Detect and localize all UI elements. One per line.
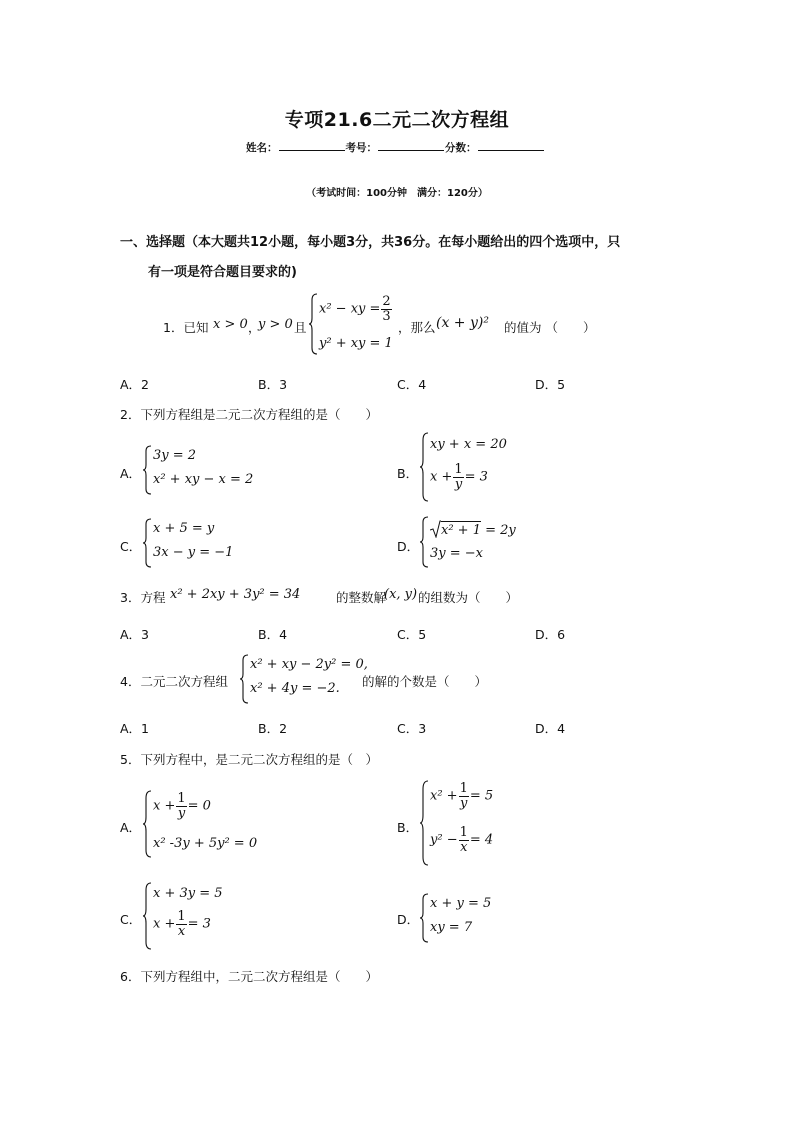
brace-icon <box>420 432 430 502</box>
q2-b-eq2-right: = 3 <box>464 469 488 485</box>
q1-cond2: y > 0 <box>258 317 293 332</box>
brace-icon <box>143 445 153 495</box>
q5-a-eq1-right: = 0 <box>187 798 211 814</box>
q5-c-eq1: x + 3y = 5 <box>153 886 223 901</box>
q2-stem: 2．下列方程组是二元二次方程组的是（ ） <box>120 407 378 422</box>
section-heading-line2: 有一项是符合题目要求的) <box>148 265 297 280</box>
q5-d-eq2: xy = 7 <box>430 920 473 935</box>
q5-a-eq1-fraction <box>176 792 186 820</box>
q5-option-d-label[interactable]: D． <box>397 912 420 927</box>
q5-c-eq2-left: x + <box>153 916 176 932</box>
q3-pair: (x, y) <box>384 587 418 602</box>
name-label: 姓名： <box>246 142 278 154</box>
q4-eq1: x² + xy − 2y² = 0, <box>250 657 368 672</box>
q2-option-d-label[interactable]: D． <box>397 539 420 554</box>
q4-option-c[interactable]: C．3 <box>397 721 427 736</box>
page-title: 专项21.6二元二次方程组 <box>284 109 510 131</box>
q1-eq2: y² + xy = 1 <box>319 336 393 351</box>
q5-option-c-system <box>143 882 243 950</box>
q2-d-eq2: 3y = −x <box>430 546 483 561</box>
score-label: 分数： <box>445 142 477 154</box>
q1-eq1-fraction <box>381 295 391 323</box>
q3-prefix: 3．方程 <box>120 590 166 605</box>
q5-option-a-system <box>143 790 273 858</box>
q4-prefix: 4．二元二次方程组 <box>120 674 228 689</box>
q1-suffix-b: 的值为 （ ） <box>504 320 596 335</box>
brace-icon <box>309 293 319 355</box>
q5-a-eq1-numerator: 1 <box>177 791 186 806</box>
brace-icon <box>143 882 153 950</box>
q1-and: 且 <box>294 320 307 335</box>
q5-d-eq1: x + y = 5 <box>430 896 492 911</box>
q1-option-d[interactable]: D．5 <box>535 377 566 392</box>
q5-c-eq2-denominator: x <box>177 923 186 939</box>
q3-option-c[interactable]: C．5 <box>397 627 427 642</box>
q4-option-a[interactable]: A．1 <box>120 721 150 736</box>
q2-c-eq2: 3x − y = −1 <box>153 545 234 560</box>
q5-a-eq1-left: x + <box>153 798 176 814</box>
q6-stem: 6．下列方程组中，二元二次方程组是（ ） <box>120 969 378 984</box>
q3-option-b[interactable]: B．4 <box>258 627 288 642</box>
q4-suffix: 的解的个数是（ ） <box>362 674 488 689</box>
brace-icon <box>420 780 430 866</box>
q5-c-eq2-fraction <box>176 910 186 938</box>
q5-option-b-system <box>420 780 520 866</box>
q4-option-d[interactable]: D．4 <box>535 721 566 736</box>
q1-eq1-numerator: 2 <box>382 294 391 309</box>
q1-expr: (x + y)² <box>436 315 489 331</box>
q5-option-a-label[interactable]: A． <box>120 820 142 835</box>
q5-b-eq2 <box>430 826 493 854</box>
q2-c-eq1: x + 5 = y <box>153 521 215 536</box>
q2-option-c-system <box>143 518 243 568</box>
q5-b-eq1-denominator: y <box>460 795 468 811</box>
brace-icon <box>143 518 153 568</box>
q1-cond1: x > 0 <box>213 317 248 332</box>
q2-b-eq2-denominator: y <box>454 476 463 492</box>
q5-a-eq1 <box>153 792 211 820</box>
q5-b-eq2-fraction <box>459 826 469 854</box>
brace-icon <box>143 790 153 858</box>
student-info-line <box>246 140 545 155</box>
q2-b-eq2 <box>430 463 488 491</box>
q2-d-eq1-radicand: x² + 1 <box>441 523 481 538</box>
q3-option-a[interactable]: A．3 <box>120 627 150 642</box>
q2-option-b-label[interactable]: B． <box>397 466 419 481</box>
score-blank <box>478 140 544 151</box>
q1-option-b[interactable]: B．3 <box>258 377 288 392</box>
q2-option-c-label[interactable]: C． <box>120 539 142 554</box>
q4-equation-system <box>240 654 368 704</box>
brace-icon <box>240 654 250 704</box>
q4-eq2: x² + 4y = −2. <box>250 681 340 696</box>
section-heading-line1: 一、选择题（本大题共12小题，每小题3分，共36分。在每小题给出的四个选项中，只 <box>120 235 621 250</box>
q2-b-eq1: xy + x = 20 <box>430 437 507 452</box>
q2-option-a-system <box>143 445 263 495</box>
q3-option-d[interactable]: D．6 <box>535 627 566 642</box>
exam-no-blank <box>378 140 444 151</box>
q2-d-eq1-right: = 2y <box>485 523 516 538</box>
q2-b-eq2-left: x + <box>430 469 453 485</box>
q5-b-eq1-right: = 5 <box>469 788 494 804</box>
q1-equation-system <box>309 293 399 355</box>
q5-stem: 5．下列方程中，是二元二次方程组的是（ ） <box>120 752 378 767</box>
q5-c-eq2 <box>153 910 211 938</box>
q1-eq1-left: x² − xy = <box>319 301 381 317</box>
q2-option-a-label[interactable]: A． <box>120 466 142 481</box>
brace-icon <box>420 893 430 943</box>
q1-suffix-a: ，那么 <box>398 320 436 335</box>
radical-icon <box>430 520 441 538</box>
q1-option-c[interactable]: C．4 <box>397 377 427 392</box>
q3-suffix2: 的组数为（ ） <box>418 590 519 605</box>
q5-a-eq1-denominator: y <box>177 805 186 821</box>
q2-d-eq1 <box>430 520 516 538</box>
q2-option-b-system <box>420 432 530 502</box>
brace-icon <box>420 516 430 568</box>
q5-option-c-label[interactable]: C． <box>120 912 142 927</box>
q5-option-b-label[interactable]: B． <box>397 820 419 835</box>
q5-b-eq2-denominator: x <box>460 839 468 855</box>
q5-b-eq2-left: y² − <box>430 832 458 848</box>
q5-b-eq1-numerator: 1 <box>459 781 468 796</box>
q1-sep: ， <box>248 320 261 335</box>
q5-b-eq1-fraction <box>459 782 469 810</box>
exam-note: （考试时间：100分钟 满分：120分） <box>306 188 488 199</box>
q3-suffix: 的整数解 <box>336 590 387 605</box>
q1-option-a[interactable]: A．2 <box>120 377 150 392</box>
q4-option-b[interactable]: B．2 <box>258 721 288 736</box>
q2-a-eq1: 3y = 2 <box>153 448 197 463</box>
q3-equation: x² + 2xy + 3y² = 34 <box>170 587 301 602</box>
q1-eq1 <box>319 295 393 323</box>
q5-b-eq2-numerator: 1 <box>459 825 468 840</box>
exam-no-label: 考号： <box>345 142 377 154</box>
q1-prefix: 1．已知 <box>163 320 209 335</box>
q5-c-eq2-right: = 3 <box>187 916 211 932</box>
name-blank <box>279 140 345 151</box>
q5-b-eq1 <box>430 782 493 810</box>
q2-b-eq2-fraction <box>453 463 463 491</box>
q5-a-eq2: x² -3y + 5y² = 0 <box>153 836 258 851</box>
q5-c-eq2-numerator: 1 <box>177 909 186 924</box>
q5-b-eq1-left: x² + <box>430 788 458 804</box>
q1-eq1-denominator: 3 <box>382 308 391 324</box>
q2-option-d-system <box>420 516 530 568</box>
q2-b-eq2-numerator: 1 <box>454 462 463 477</box>
q2-a-eq2: x² + xy − x = 2 <box>153 472 254 487</box>
q5-option-d-system <box>420 893 510 943</box>
q5-b-eq2-right: = 4 <box>469 832 494 848</box>
